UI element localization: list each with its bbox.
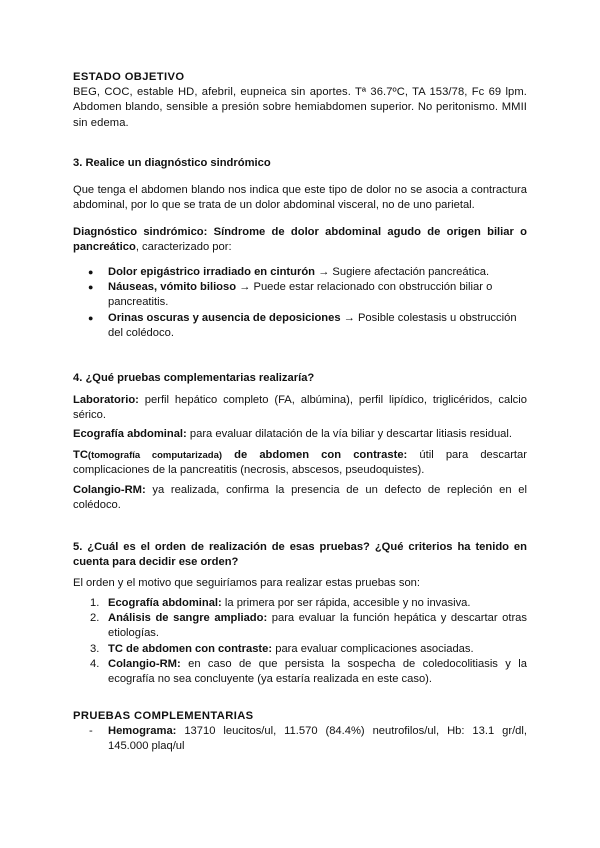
order-rest: para evaluar complicaciones asociadas. — [272, 642, 474, 655]
question-5-section — [73, 540, 527, 570]
order-bold: TC de abdomen con contraste: — [108, 642, 273, 655]
question-3-intro: Que tenga el abdomen blando nos indica que este tipo de dolor no se asocia a contractura abdominal, por lo que se trata de un dolor abdominal visceral, no de uno parietal. — [73, 184, 527, 212]
symptom-rest: → Puede estar relacionado con obstrucción biliar o pancreatitis. — [108, 281, 493, 309]
lab-bold: Laboratorio: — [73, 394, 139, 406]
symptom-bold: Náuseas, vómito bilioso — [108, 281, 237, 294]
order-rest: en caso de que persista la sospecha de coledocolitiasis y la ecografía no sea concluyente (ya estaría realizada en este caso). — [108, 657, 527, 686]
order-rest: la primera por ser rápida, accesible y no invasiva. — [221, 597, 471, 609]
diagnosis-rest: , caracterizado por: — [135, 241, 232, 254]
order-bold: Análisis de sangre ampliado: — [108, 612, 268, 625]
list-item — [73, 280, 527, 310]
list-item — [73, 611, 527, 641]
tc-block — [73, 448, 527, 478]
symptom-list — [73, 265, 527, 341]
question-5-title: 5. ¿Cuál es el orden de realización de esas pruebas? ¿Qué criterios ha tenido en cuenta para decidir ese orden? — [73, 541, 527, 569]
order-rest: para evaluar la función hepática y descartar otras etiologías. — [108, 612, 527, 640]
pruebas-list — [73, 724, 527, 754]
order-list-block — [73, 596, 527, 687]
tc-bold: TC — [73, 449, 88, 461]
question-4-section — [73, 371, 527, 386]
list-item — [73, 657, 527, 687]
lab-text — [73, 393, 527, 423]
order-bold: Ecografía abdominal: — [108, 597, 222, 609]
rm-block — [73, 483, 527, 513]
diagnosis-block — [73, 225, 527, 255]
lab-block — [73, 393, 527, 423]
order-list — [73, 596, 527, 687]
pruebas-section — [73, 709, 527, 755]
question-5-intro-block — [73, 576, 527, 591]
diagnosis-text — [73, 225, 527, 255]
question-4-title: 4. ¿Qué pruebas complementarias realizaría? — [73, 372, 315, 384]
estado-objetivo-section — [73, 70, 527, 131]
list-item — [73, 265, 527, 280]
tc-rest: útil para descartar complicaciones de la pancreatitis (necrosis, abscesos, pseudoquistes). — [73, 449, 527, 477]
symptom-rest: → Sugiere afectación pancreática. — [315, 266, 490, 278]
hemograma-rest: 13710 leucitos/ul, 11.570 (84.4%) neutrofilos/ul, Hb: 13.1 gr/dl, 145.000 plaq/ul — [108, 725, 527, 753]
symptom-bold: Orinas oscuras y ausencia de deposiciones — [108, 311, 341, 324]
pruebas-title: PRUEBAS COMPLEMENTARIAS — [73, 710, 254, 722]
item-number: 1. — [90, 597, 100, 609]
tc-text — [73, 448, 527, 478]
estado-objetivo-title: ESTADO OBJETIVO — [73, 71, 185, 83]
rm-text — [73, 483, 527, 513]
lab-rest: perfil hepático completo (FA, albúmina), perfil lipídico, triglicéridos, calcio sérico. — [73, 394, 527, 422]
item-number: 4. — [90, 657, 100, 670]
symptom-list-block — [73, 265, 527, 341]
symptom-bold: Dolor epigástrico irradiado en cinturón — [108, 266, 315, 278]
hemograma-bold: Hemograma: — [108, 725, 177, 738]
tc-bold-2: de abdomen con contraste: — [222, 449, 408, 461]
eco-block — [73, 427, 527, 442]
list-item — [73, 596, 527, 611]
list-item — [73, 311, 527, 341]
rm-bold: Colangio-RM: — [73, 484, 146, 496]
item-number: 2. — [90, 612, 100, 625]
rm-rest: ya realizada, confirma la presencia de un defecto de repleción en el colédoco. — [73, 484, 527, 512]
question-3-intro-block — [73, 183, 527, 213]
item-number: 3. — [90, 642, 100, 655]
estado-objetivo-text: BEG, COC, estable HD, afebril, eupneica sin aportes. Tª 36.7ºC, TA 153/78, Fc 69 lpm. Abdomen blando, sensible a presión sobre hemiabdomen superior. No peritonismo. MMII sin edema. — [73, 86, 527, 129]
symptom-rest: → Posible colestasis u obstrucción del colédoco. — [108, 311, 517, 339]
list-item — [73, 724, 527, 754]
list-item — [73, 642, 527, 657]
question-3-title: 3. Realice un diagnóstico sindrómico — [73, 157, 271, 169]
eco-bold: Ecografía abdominal: — [73, 428, 187, 440]
question-3-section — [73, 156, 527, 171]
order-bold: Colangio-RM: — [108, 657, 181, 670]
diagnosis-bold: Diagnóstico sindrómico: Síndrome de dolor abdominal agudo de origen biliar o pancreático — [73, 226, 527, 254]
eco-rest: para evaluar dilatación de la vía biliar y descartar litiasis residual. — [186, 428, 512, 440]
eco-text — [73, 427, 527, 442]
question-5-intro: El orden y el motivo que seguiríamos para realizar estas pruebas son: — [73, 577, 420, 589]
tc-small: (tomografía computarizada) — [87, 450, 223, 461]
